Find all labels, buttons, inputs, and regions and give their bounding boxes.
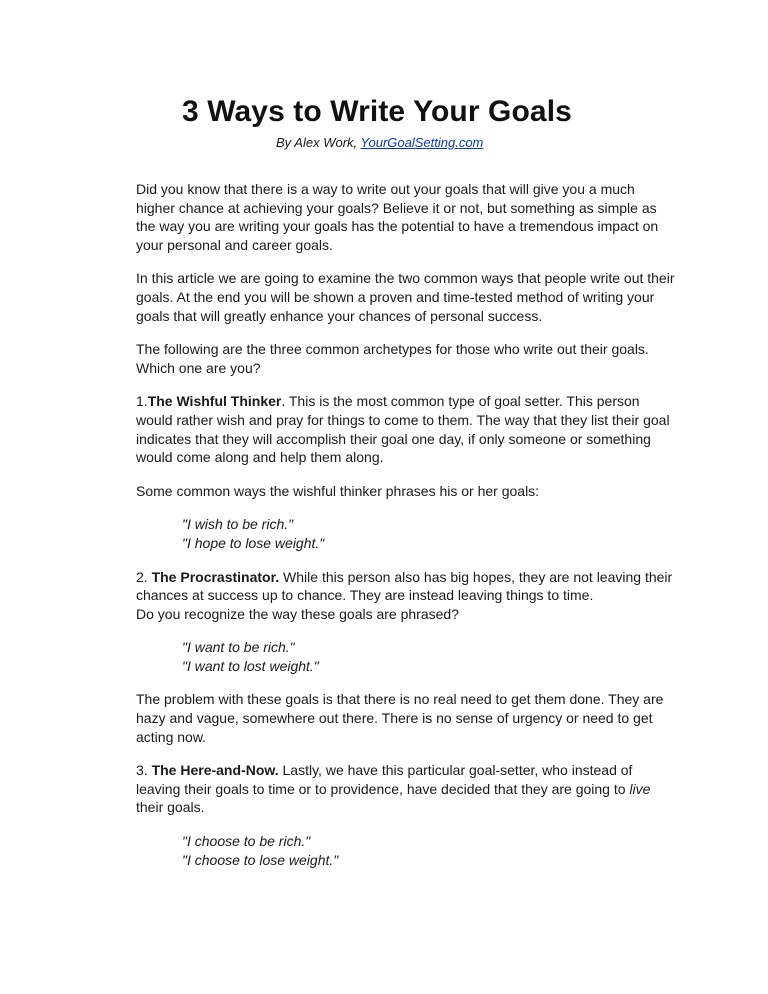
document-title: 3 Ways to Write Your Goals bbox=[182, 95, 572, 128]
emphasis-live: live bbox=[629, 780, 651, 797]
byline bbox=[276, 135, 483, 150]
byline-link[interactable]: YourGoalSetting.com bbox=[360, 135, 484, 150]
section-term: The Procrastinator. bbox=[151, 568, 280, 585]
procrastinator-quotes bbox=[136, 638, 676, 675]
intro-paragraph: Did you know that there is a way to write out your goals that will give you a much higher chance at achieving your goals? Believe it or not, but something as simple as the way you are writing your goals has the potential to have a tremendous impact on your personal and career goals. bbox=[136, 181, 659, 253]
section-wishful-thinker bbox=[136, 392, 676, 466]
article-body bbox=[136, 180, 676, 884]
section-here-and-now bbox=[136, 761, 676, 817]
section-text-end: their goals. bbox=[136, 799, 205, 816]
section-text: . This is the most common type of goal setter. This person would rather wish and pray for things to come to them. The way that they list their goal indicates that they will accomplish their goal one day, if only someone or something would come along and help them along. bbox=[136, 393, 670, 466]
section-term: The Wishful Thinker bbox=[147, 393, 282, 410]
wishful-thinker-quotes bbox=[136, 515, 676, 552]
section-procrastinator bbox=[136, 568, 676, 605]
wishful-thinker-intro: Some common ways the wishful thinker phrases his or her goals: bbox=[136, 482, 540, 499]
quote-line: "I choose to lose weight." bbox=[182, 851, 339, 868]
section-number: 3. bbox=[136, 762, 152, 779]
section-number: 2. bbox=[136, 568, 152, 585]
here-and-now-quotes bbox=[136, 832, 676, 869]
section-text: While this person also has big hopes, they are not leaving their chances at success up to chance. They are instead leaving things to time. bbox=[136, 568, 673, 604]
procrastinator-question: Do you recognize the way these goals are phrased? bbox=[136, 605, 459, 622]
archetypes-intro-paragraph: The following are the three common archetypes for those who write out their goals. Which one are you? bbox=[136, 341, 649, 376]
quote-line: "I wish to be rich." bbox=[182, 516, 294, 533]
section-text: Lastly, we have this particular goal-setter, who instead of leaving their goals to time or to providence, have decided that they are going to bbox=[136, 762, 633, 797]
quote-line: "I choose to be rich." bbox=[182, 833, 311, 850]
section-term: The Here-and-Now. bbox=[151, 762, 279, 779]
quote-line: "I hope to lose weight." bbox=[182, 534, 325, 551]
byline-author: By Alex Work, bbox=[276, 135, 361, 150]
quote-line: "I want to be rich." bbox=[182, 639, 295, 656]
quote-line: "I want to lost weight." bbox=[182, 657, 319, 674]
section-number: 1. bbox=[136, 393, 148, 410]
problem-paragraph: The problem with these goals is that there is no real need to get them done. They are hazy and vague, somewhere out there. There is no sense of urgency or need to get acting now. bbox=[136, 691, 664, 745]
overview-paragraph: In this article we are going to examine the two common ways that people write out their goals. At the end you will be shown a proven and time-tested method of writing your goals that will greatly enhance your chances of personal success. bbox=[136, 270, 675, 324]
